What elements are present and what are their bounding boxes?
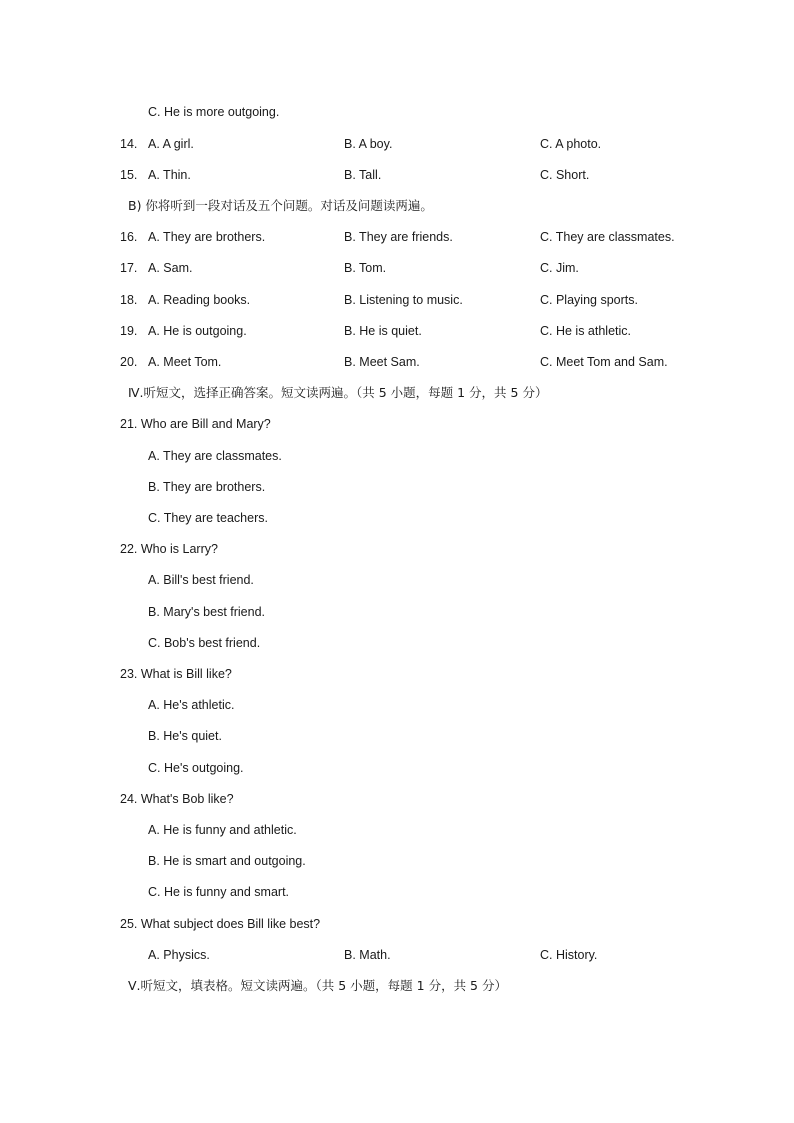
q25-text: 25. What subject does Bill like best? <box>120 917 321 931</box>
q23-option-b: B. He's quiet. <box>148 729 222 743</box>
q20-option-c: C. Meet Tom and Sam. <box>540 355 668 369</box>
q22-option-a: A. Bill's best friend. <box>148 573 254 587</box>
q25-option-a: A. Physics. <box>148 948 210 962</box>
q18-number: 18. <box>120 293 138 307</box>
q25-option-c: C. History. <box>540 948 598 962</box>
q18-option-c: C. Playing sports. <box>540 293 638 307</box>
q15-number: 15. <box>120 168 138 182</box>
q21-text: 21. Who are Bill and Mary? <box>120 417 271 431</box>
q21-option-a: A. They are classmates. <box>148 449 282 463</box>
q14-option-b: B. A boy. <box>344 137 393 151</box>
q24-option-a: A. He is funny and athletic. <box>148 823 297 837</box>
q23-option-c: C. He's outgoing. <box>148 761 244 775</box>
q13-option-c: C. He is more outgoing. <box>148 105 280 119</box>
q21-option-b: B. They are brothers. <box>148 480 266 494</box>
q14-option-a: A. A girl. <box>148 137 194 151</box>
q20-option-b: B. Meet Sam. <box>344 355 420 369</box>
part-b-instruction: B) 你将听到一段对话及五个问题。对话及问题读两遍。 <box>128 198 433 213</box>
q24-option-b: B. He is smart and outgoing. <box>148 854 306 868</box>
q19-option-a: A. He is outgoing. <box>148 324 247 338</box>
q25-option-b: B. Math. <box>344 948 391 962</box>
q18-option-a: A. Reading books. <box>148 293 251 307</box>
q15-option-b: B. Tall. <box>344 168 382 182</box>
q22-option-b: B. Mary's best friend. <box>148 605 266 619</box>
q14-number: 14. <box>120 137 138 151</box>
q15-option-c: C. Short. <box>540 168 590 182</box>
q23-option-a: A. He's athletic. <box>148 698 235 712</box>
q17-option-a: A. Sam. <box>148 261 193 275</box>
q14-option-c: C. A photo. <box>540 137 602 151</box>
q24-text: 24. What's Bob like? <box>120 792 234 806</box>
q17-option-c: C. Jim. <box>540 261 579 275</box>
q19-option-b: B. He is quiet. <box>344 324 422 338</box>
q16-option-b: B. They are friends. <box>344 230 453 244</box>
q16-option-c: C. They are classmates. <box>540 230 675 244</box>
q20-number: 20. <box>120 355 138 369</box>
section-5-heading: Ⅴ.听短文，填表格。短文读两遍。（共 5 小题，每题 1 分，共 5 分） <box>128 978 507 993</box>
q22-text: 22. Who is Larry? <box>120 542 218 556</box>
q19-option-c: C. He is athletic. <box>540 324 632 338</box>
q18-option-b: B. Listening to music. <box>344 293 463 307</box>
q22-option-c: C. Bob's best friend. <box>148 636 261 650</box>
q23-text: 23. What is Bill like? <box>120 667 232 681</box>
q20-option-a: A. Meet Tom. <box>148 355 222 369</box>
q17-option-b: B. Tom. <box>344 261 387 275</box>
q24-option-c: C. He is funny and smart. <box>148 885 290 899</box>
q17-number: 17. <box>120 261 138 275</box>
q16-option-a: A. They are brothers. <box>148 230 266 244</box>
q21-option-c: C. They are teachers. <box>148 511 268 525</box>
q16-number: 16. <box>120 230 138 244</box>
q15-option-a: A. Thin. <box>148 168 191 182</box>
section-4-heading: Ⅳ.听短文，选择正确答案。短文读两遍。（共 5 小题，每题 1 分，共 5 分） <box>128 385 548 400</box>
q19-number: 19. <box>120 324 138 338</box>
